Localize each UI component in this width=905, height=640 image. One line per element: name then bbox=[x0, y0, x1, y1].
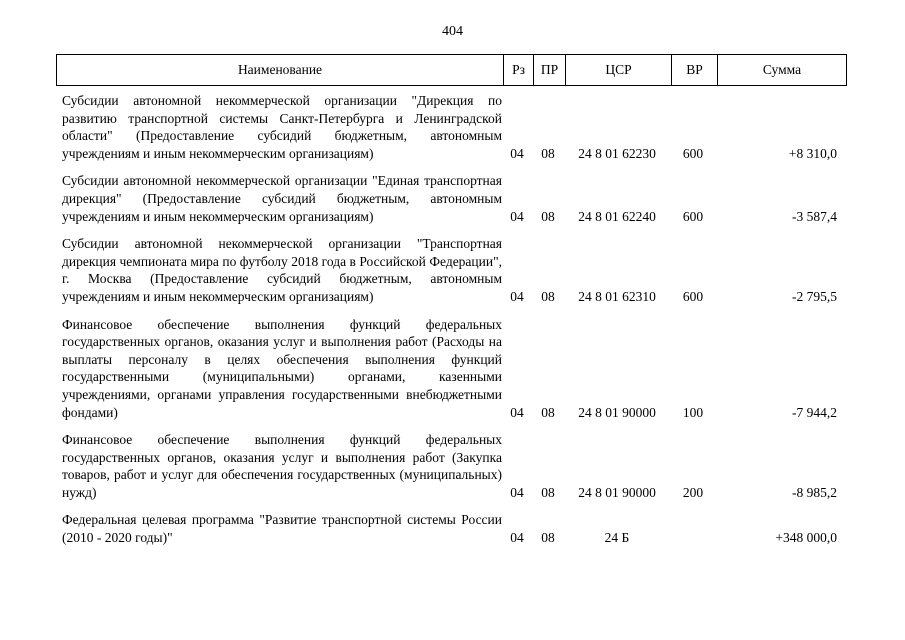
row-name: Субсидии автономной некоммерческой организации "Дирекция по развитию транспортной системы Санкт-Петербурга и Ленинградской области" (Предоставление субсидий бюджетным, автономным учреждениям и иным некоммерческим организациям) bbox=[62, 93, 502, 161]
row-rz: 04 bbox=[510, 404, 524, 420]
row-rz: 04 bbox=[510, 145, 524, 161]
row-vr: 600 bbox=[682, 288, 704, 304]
row-pr: 08 bbox=[541, 404, 555, 420]
table-row bbox=[56, 235, 847, 305]
row-rz: 04 bbox=[510, 288, 524, 304]
row-vr: 600 bbox=[682, 208, 704, 224]
row-sum: -7 944,2 bbox=[792, 404, 837, 420]
row-vr: 100 bbox=[682, 404, 704, 420]
row-pr: 08 bbox=[541, 530, 555, 546]
table-body bbox=[56, 92, 847, 557]
row-rz: 04 bbox=[510, 484, 524, 500]
row-sum: -3 587,4 bbox=[792, 208, 837, 224]
header-vr: ВР bbox=[671, 55, 717, 85]
row-sum: +8 310,0 bbox=[788, 145, 837, 161]
row-sum: -8 985,2 bbox=[792, 484, 837, 500]
header-name: Наименование bbox=[237, 62, 323, 77]
row-csr: 24 8 01 62240 bbox=[578, 208, 656, 224]
table-row bbox=[56, 92, 847, 162]
table-row bbox=[56, 511, 847, 546]
row-csr: 24 8 01 90000 bbox=[578, 404, 656, 420]
page-number: 404 bbox=[442, 24, 463, 39]
row-sum: +348 000,0 bbox=[775, 530, 837, 546]
row-csr: 24 8 01 62310 bbox=[578, 288, 656, 304]
row-name: Федеральная целевая программа "Развитие транспортной системы России (2010 - 2020 годы)" bbox=[62, 512, 502, 546]
header-csr: ЦСР bbox=[565, 55, 671, 85]
table-row bbox=[56, 172, 847, 225]
row-pr: 08 bbox=[541, 484, 555, 500]
row-vr: 600 bbox=[682, 145, 704, 161]
header-sum: Сумма bbox=[717, 55, 846, 85]
table-row bbox=[56, 431, 847, 501]
table-row bbox=[56, 316, 847, 422]
row-pr: 08 bbox=[541, 145, 555, 161]
row-csr: 24 Б bbox=[604, 530, 630, 546]
row-csr: 24 8 01 62230 bbox=[578, 145, 656, 161]
row-name: Субсидии автономной некоммерческой организации "Транспортная дирекция чемпионата мира по футболу 2018 года в Российской Федерации", г. Москва (Предоставление субсидий бюджетным, автономным учреждениям и иным некоммерческим организациям) bbox=[62, 236, 502, 304]
header-rz: Рз bbox=[503, 55, 533, 85]
row-name: Финансовое обеспечение выполнения функций федеральных государственных органов, оказания услуг и выполнения работ (Расходы на выплаты персоналу в целях обеспечения выполнения функций государственными (муниципальными) органами, казенными учреждениями, органами управления государственными внебюджетными фондами) bbox=[62, 316, 502, 420]
row-rz: 04 bbox=[510, 530, 524, 546]
row-name: Субсидии автономной некоммерческой организации "Единая транспортная дирекция" (Предоставление субсидий бюджетным, автономным учреждениям и иным некоммерческим организациям) bbox=[62, 173, 502, 224]
row-vr bbox=[670, 511, 716, 546]
header-pr: ПР bbox=[533, 55, 565, 85]
row-pr: 08 bbox=[541, 288, 555, 304]
row-rz: 04 bbox=[510, 208, 524, 224]
row-vr: 200 bbox=[682, 484, 704, 500]
row-sum: -2 795,5 bbox=[792, 288, 837, 304]
row-pr: 08 bbox=[541, 208, 555, 224]
row-name: Финансовое обеспечение выполнения функций федеральных государственных органов, оказания услуг и выполнения работ (Закупка товаров, работ и услуг для обеспечения государственных (муниципальных) нужд) bbox=[62, 432, 502, 500]
table-header bbox=[56, 54, 847, 86]
row-csr: 24 8 01 90000 bbox=[578, 484, 656, 500]
